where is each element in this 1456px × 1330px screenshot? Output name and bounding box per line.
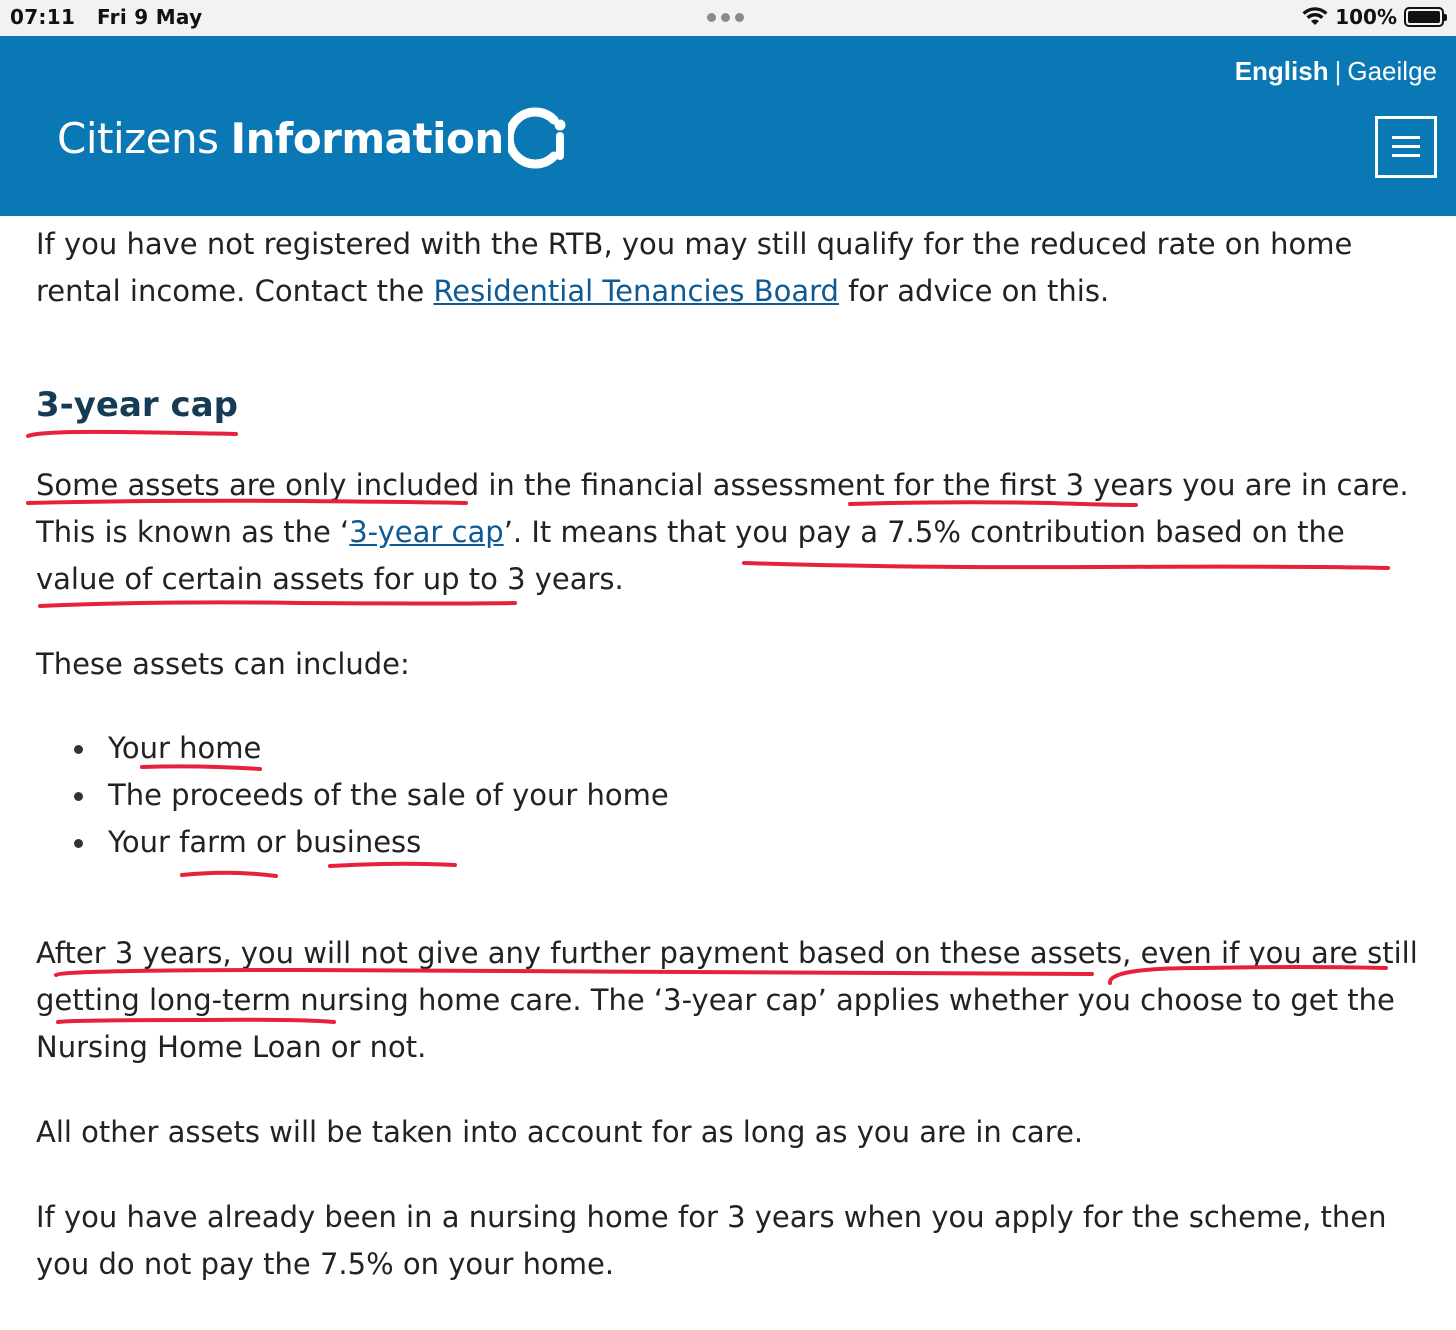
paragraph-already-in-home: If you have already been in a nursing home for 3 years when you apply for the scheme, then you do not pay the 7.5% on your home.: [36, 1200, 1387, 1281]
multitasking-dots-icon[interactable]: [707, 13, 744, 22]
three-year-cap-link[interactable]: 3-year cap: [349, 515, 504, 549]
wifi-icon: [1302, 7, 1328, 27]
ci-logo-icon: [508, 106, 572, 170]
p1-text-part1: Some assets are only included in the financial assessment for the first 3 years you are in care. This is known as the ‘: [36, 468, 1409, 549]
section-heading: 3-year cap: [36, 385, 238, 425]
site-header: [0, 36, 1456, 216]
site-logo[interactable]: [57, 106, 572, 170]
assets-list: [36, 725, 669, 866]
logo-word-citizens: Citizens: [57, 113, 219, 163]
list-item: Your farm or business: [36, 819, 669, 866]
battery-icon: [1404, 7, 1444, 27]
language-switcher: [1235, 56, 1437, 87]
status-bar: [0, 0, 1456, 36]
p1-text-part2: ’. It means that you pay a 7.5% contribution based on the value of certain assets for up to 3 years.: [36, 515, 1345, 596]
intro-paragraph: [36, 221, 1426, 315]
list-item: The proceeds of the sale of your home: [36, 772, 669, 819]
list-item: Your home: [36, 725, 669, 772]
underline-farm: [182, 873, 276, 876]
logo-word-information: Information: [230, 113, 504, 163]
status-time: 07:11: [10, 5, 76, 29]
underline-heading: [28, 432, 236, 436]
intro-text-part1: If you have not registered with the RTB, you may still qualify for the reduced rate on home rental income. Contact the: [36, 227, 1353, 308]
status-date: Fri 9 May: [96, 5, 203, 29]
hamburger-icon: [1392, 135, 1420, 159]
paragraph-other-assets: All other assets will be taken into account for as long as you are in care.: [36, 1115, 1084, 1149]
language-gaeilge-link[interactable]: Gaeilge: [1347, 56, 1437, 86]
language-english-link[interactable]: English: [1234, 56, 1329, 86]
paragraph-3-year-cap: [36, 462, 1426, 603]
menu-button[interactable]: [1375, 116, 1437, 178]
battery-percent: 100%: [1335, 5, 1397, 29]
assets-intro: These assets can include:: [36, 647, 410, 681]
language-separator: |: [1334, 56, 1342, 86]
intro-text-part2: for advice on this.: [838, 274, 1110, 308]
paragraph-after-3-years: After 3 years, you will not give any further payment based on these assets, even if you are still getting long-term nursing home care. The ‘3-year cap’ applies whether you choose to get the Nursing Home Loan or not.: [36, 936, 1418, 1064]
rtb-link[interactable]: Residential Tenancies Board: [433, 274, 839, 308]
status-right: [1302, 5, 1444, 29]
status-time-date: [10, 5, 202, 29]
